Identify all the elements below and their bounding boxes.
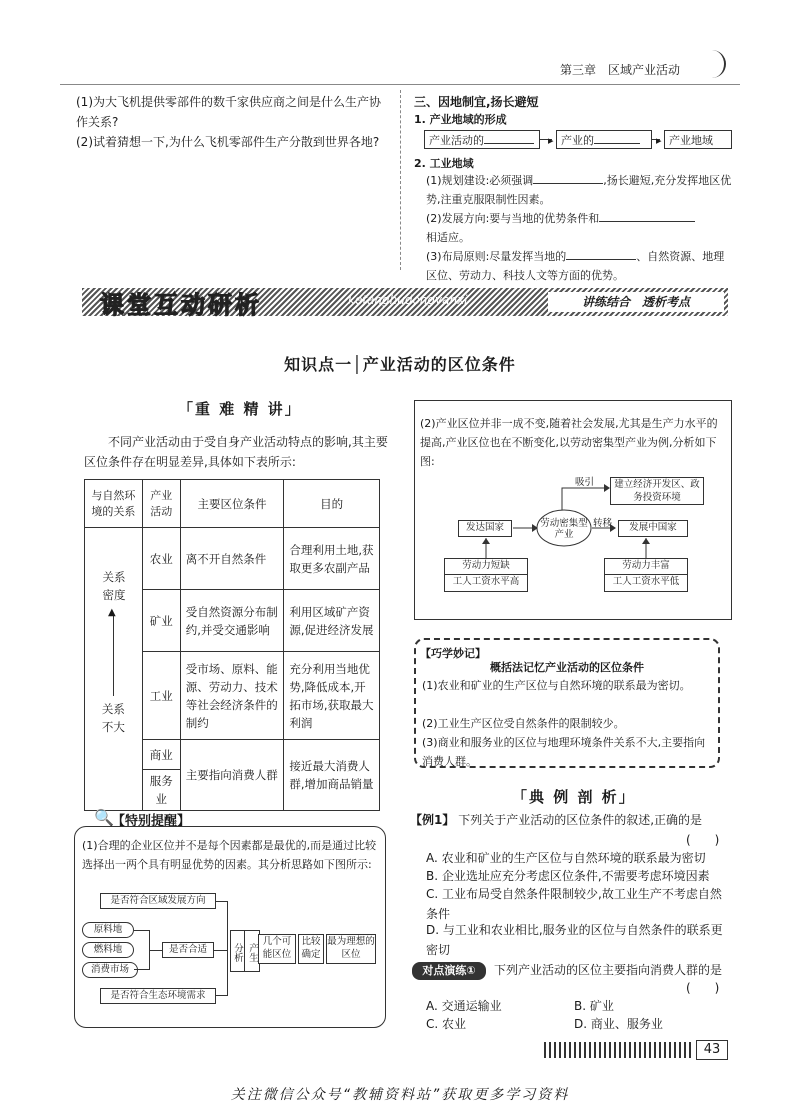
question-1: (1)为大飞机提供零部件的数千家供应商之间是什么生产协作关系? xyxy=(76,95,382,129)
table-cell: 商业 xyxy=(142,740,180,770)
example-option-b: B. 企业选址应充分考虑区位条件,不需要考虑环境因素 xyxy=(426,869,710,883)
memory-item-2: (2)工业生产区位受自然条件的限制较少。 xyxy=(422,717,625,730)
industrial-point-2: (2)发展方向:要与当地的优势条件和 相适应。 xyxy=(426,209,732,247)
market-oval: 消费市场 xyxy=(82,962,138,978)
industrial-point-1: (1)规划建设:必须强调 ,扬长避短,充分发挥地区优势,注重克服限制性因素。 xyxy=(426,171,732,209)
produce-label: 产生 xyxy=(247,942,258,962)
example-option-a: A. 农业和矿业的生产区位与自然环境的联系最为密切 xyxy=(426,851,706,865)
criterion-ecology-box: 是否符合生态环境需求 xyxy=(100,988,216,1004)
criteria-bracket xyxy=(216,901,228,996)
header-bracket-decoration xyxy=(712,50,726,78)
arrow-head-icon xyxy=(642,538,650,544)
axis-label-bottom: 关系不大 xyxy=(101,702,125,734)
example-option-c: C. 工业布局受自然条件限制较少,故工业生产不考虑自然条件 xyxy=(426,887,722,921)
low-wage: 工人工资水平低 xyxy=(605,575,687,591)
developed-country-box: 发达国家 xyxy=(458,520,512,537)
drill-option-b: B. 矿业 xyxy=(574,999,614,1013)
candidate-sites-box: 几个可能区位 xyxy=(258,934,296,964)
arrow-head-icon xyxy=(482,538,490,544)
center-to-zone-line xyxy=(562,488,604,510)
criterion-development-box: 是否符合区域发展方向 xyxy=(100,893,216,909)
table-cell: 受自然资源分布制约,并受交通影响 xyxy=(180,590,284,652)
table-cell: 充分利用当地优势,降低成本,开拓市场,获取最大利润 xyxy=(284,652,380,740)
drill-option-a: A. 交通运输业 xyxy=(426,999,502,1013)
developing-factors-box xyxy=(604,558,688,592)
page-number-hatch xyxy=(544,1042,694,1058)
chapter-header: 第三章 区域产业活动 xyxy=(560,63,681,77)
focus-title: 「重 难 精 讲」 xyxy=(178,400,302,418)
column-divider xyxy=(400,90,401,270)
table-cell: 合理利用土地,获取更多农副产品 xyxy=(284,528,380,590)
banner-tagline: 讲练结合 透析考点 xyxy=(548,292,724,312)
drill-answer-paren: ( ) xyxy=(686,981,720,995)
relation-axis-cell xyxy=(85,528,143,811)
table-cell: 接近最大消费人群,增加商品销量 xyxy=(284,740,380,811)
high-wage: 工人工资水平高 xyxy=(445,575,527,591)
memory-item-3: (3)商业和服务业的区位与地理环境条件关系不大,主要指向消费人群。 xyxy=(422,736,706,768)
table-cell: 受市场、原料、能源、劳动力、技术等社会经济条件的制约 xyxy=(180,652,284,740)
table-cell: 离不开自然条件 xyxy=(180,528,284,590)
developed-factors-box xyxy=(444,558,528,592)
example-1-answer-paren: ( ) xyxy=(686,833,720,847)
memory-tip-title: 【巧学妙记】 xyxy=(420,647,486,660)
subsection-1: 1. 产业地域的形成 xyxy=(414,113,507,126)
axis-arrow-head: ▲ xyxy=(108,607,116,618)
table-cell: 工业 xyxy=(142,652,180,740)
section-title: 三、因地制宜,扬长避短 xyxy=(414,95,539,109)
footer-notice: 关注微信公众号“教辅资料站”获取更多学习资料 xyxy=(230,1087,570,1103)
raw-material-oval: 原料地 xyxy=(82,922,134,938)
analyze-label: 分析 xyxy=(231,931,245,971)
example-option-d: D. 与工业和农业相比,服务业的区位与自然条件的联系更密切 xyxy=(426,923,723,957)
table-cell: 服务业 xyxy=(142,770,180,811)
drill-label-badge: 对点演练① xyxy=(412,962,486,980)
best-site-box: 最为理想的区位 xyxy=(326,934,376,964)
developing-country-box: 发展中国家 xyxy=(618,520,688,537)
oval-arrow xyxy=(150,950,162,951)
table-cell: 农业 xyxy=(142,528,180,590)
banner-title: 课堂互动研析 xyxy=(100,291,262,319)
dynamic-location-text: (2)产业区位并非一成不变,随着社会发展,尤其是生产力水平的提高,产业区位也在不断变化,以劳动密集型产业为例,分析如下图: xyxy=(420,417,718,468)
example-section-title: 「典 例 剖 析」 xyxy=(512,788,636,806)
attract-label: 吸引 xyxy=(575,477,595,488)
knowledge-point-title: 知识点一│产业活动的区位条件 xyxy=(284,355,516,374)
fuel-oval: 燃料地 xyxy=(82,942,134,958)
suitability-connector xyxy=(214,950,228,951)
flow-box-2: 产业的 xyxy=(556,130,652,149)
example-1-question: 【例1】 下列关于产业活动的区位条件的叙述,正确的是 xyxy=(410,813,703,827)
labor-shortage: 劳动力短缺 xyxy=(445,559,527,575)
reminder-title: 【特别提醒】 xyxy=(112,814,191,829)
labor-intensive-label: 劳动密集型产业 xyxy=(540,518,588,540)
flow-arrow-head-1: ▸ xyxy=(548,134,554,147)
labor-abundant: 劳动力丰富 xyxy=(605,559,687,575)
axis-arrow-line xyxy=(113,616,114,696)
focus-intro: 不同产业活动由于受自身产业活动特点的影响,其主要区位条件存在明显差异,具体如下表所示: xyxy=(84,435,388,469)
axis-label-top: 关系密度 xyxy=(102,570,126,602)
magnifier-icon: 🔍 xyxy=(94,808,114,827)
page-number: 43 xyxy=(696,1040,728,1060)
table-header: 产业活动 xyxy=(142,480,180,528)
location-conditions-table xyxy=(84,479,380,811)
drill-question: 下列产业活动的区位主要指向消费人群的是 xyxy=(494,963,723,977)
analyze-produce-box xyxy=(230,930,260,972)
economic-zone-box: 建立经济开发区、政务投资环境 xyxy=(610,477,704,505)
reminder-text: (1)合理的企业区位并不是每个因素都是最优的,而是通过比较选择出一两个具有明显优势的因素。其分析思路如下图所示: xyxy=(82,839,377,871)
table-cell: 主要指向消费人群 xyxy=(180,740,284,811)
table-header: 目的 xyxy=(284,480,380,528)
memory-item-1: (1)农业和矿业的生产区位与自然环境的联系最为密切。 xyxy=(422,679,691,692)
compare-box: 比较确定 xyxy=(298,934,324,964)
flow-box-1: 产业活动的 xyxy=(424,130,540,149)
question-2: (2)试着猜想一下,为什么飞机零部件生产分散到世界各地? xyxy=(76,135,380,149)
table-cell: 利用区域矿产资源,促进经济发展 xyxy=(284,590,380,652)
suitability-box: 是否合适 xyxy=(162,942,214,958)
drill-option-d: D. 商业、服务业 xyxy=(574,1017,663,1031)
oval-bracket xyxy=(134,930,150,970)
subsection-2: 2. 工业地域 xyxy=(414,157,474,170)
drill-option-c: C. 农业 xyxy=(426,1017,467,1031)
table-cell: 矿业 xyxy=(142,590,180,652)
table-header: 与自然环境的关系 xyxy=(85,480,143,528)
flow-arrow-head-2: ▸ xyxy=(656,134,662,147)
header-rule xyxy=(60,84,740,85)
industrial-point-3: (3)布局原则:尽量发挥当地的 、自然资源、地理区位、劳动力、科技人文等方面的优势。 xyxy=(426,247,732,285)
table-header: 主要区位条件 xyxy=(180,480,284,528)
banner-pinyin: ketanghudongyanxi xyxy=(348,293,468,307)
flow-box-3: 产业地域 xyxy=(664,130,732,149)
memory-tip-subtitle: 概括法记忆产业活动的区位条件 xyxy=(490,661,644,674)
transfer-label: 转移 xyxy=(593,518,613,529)
